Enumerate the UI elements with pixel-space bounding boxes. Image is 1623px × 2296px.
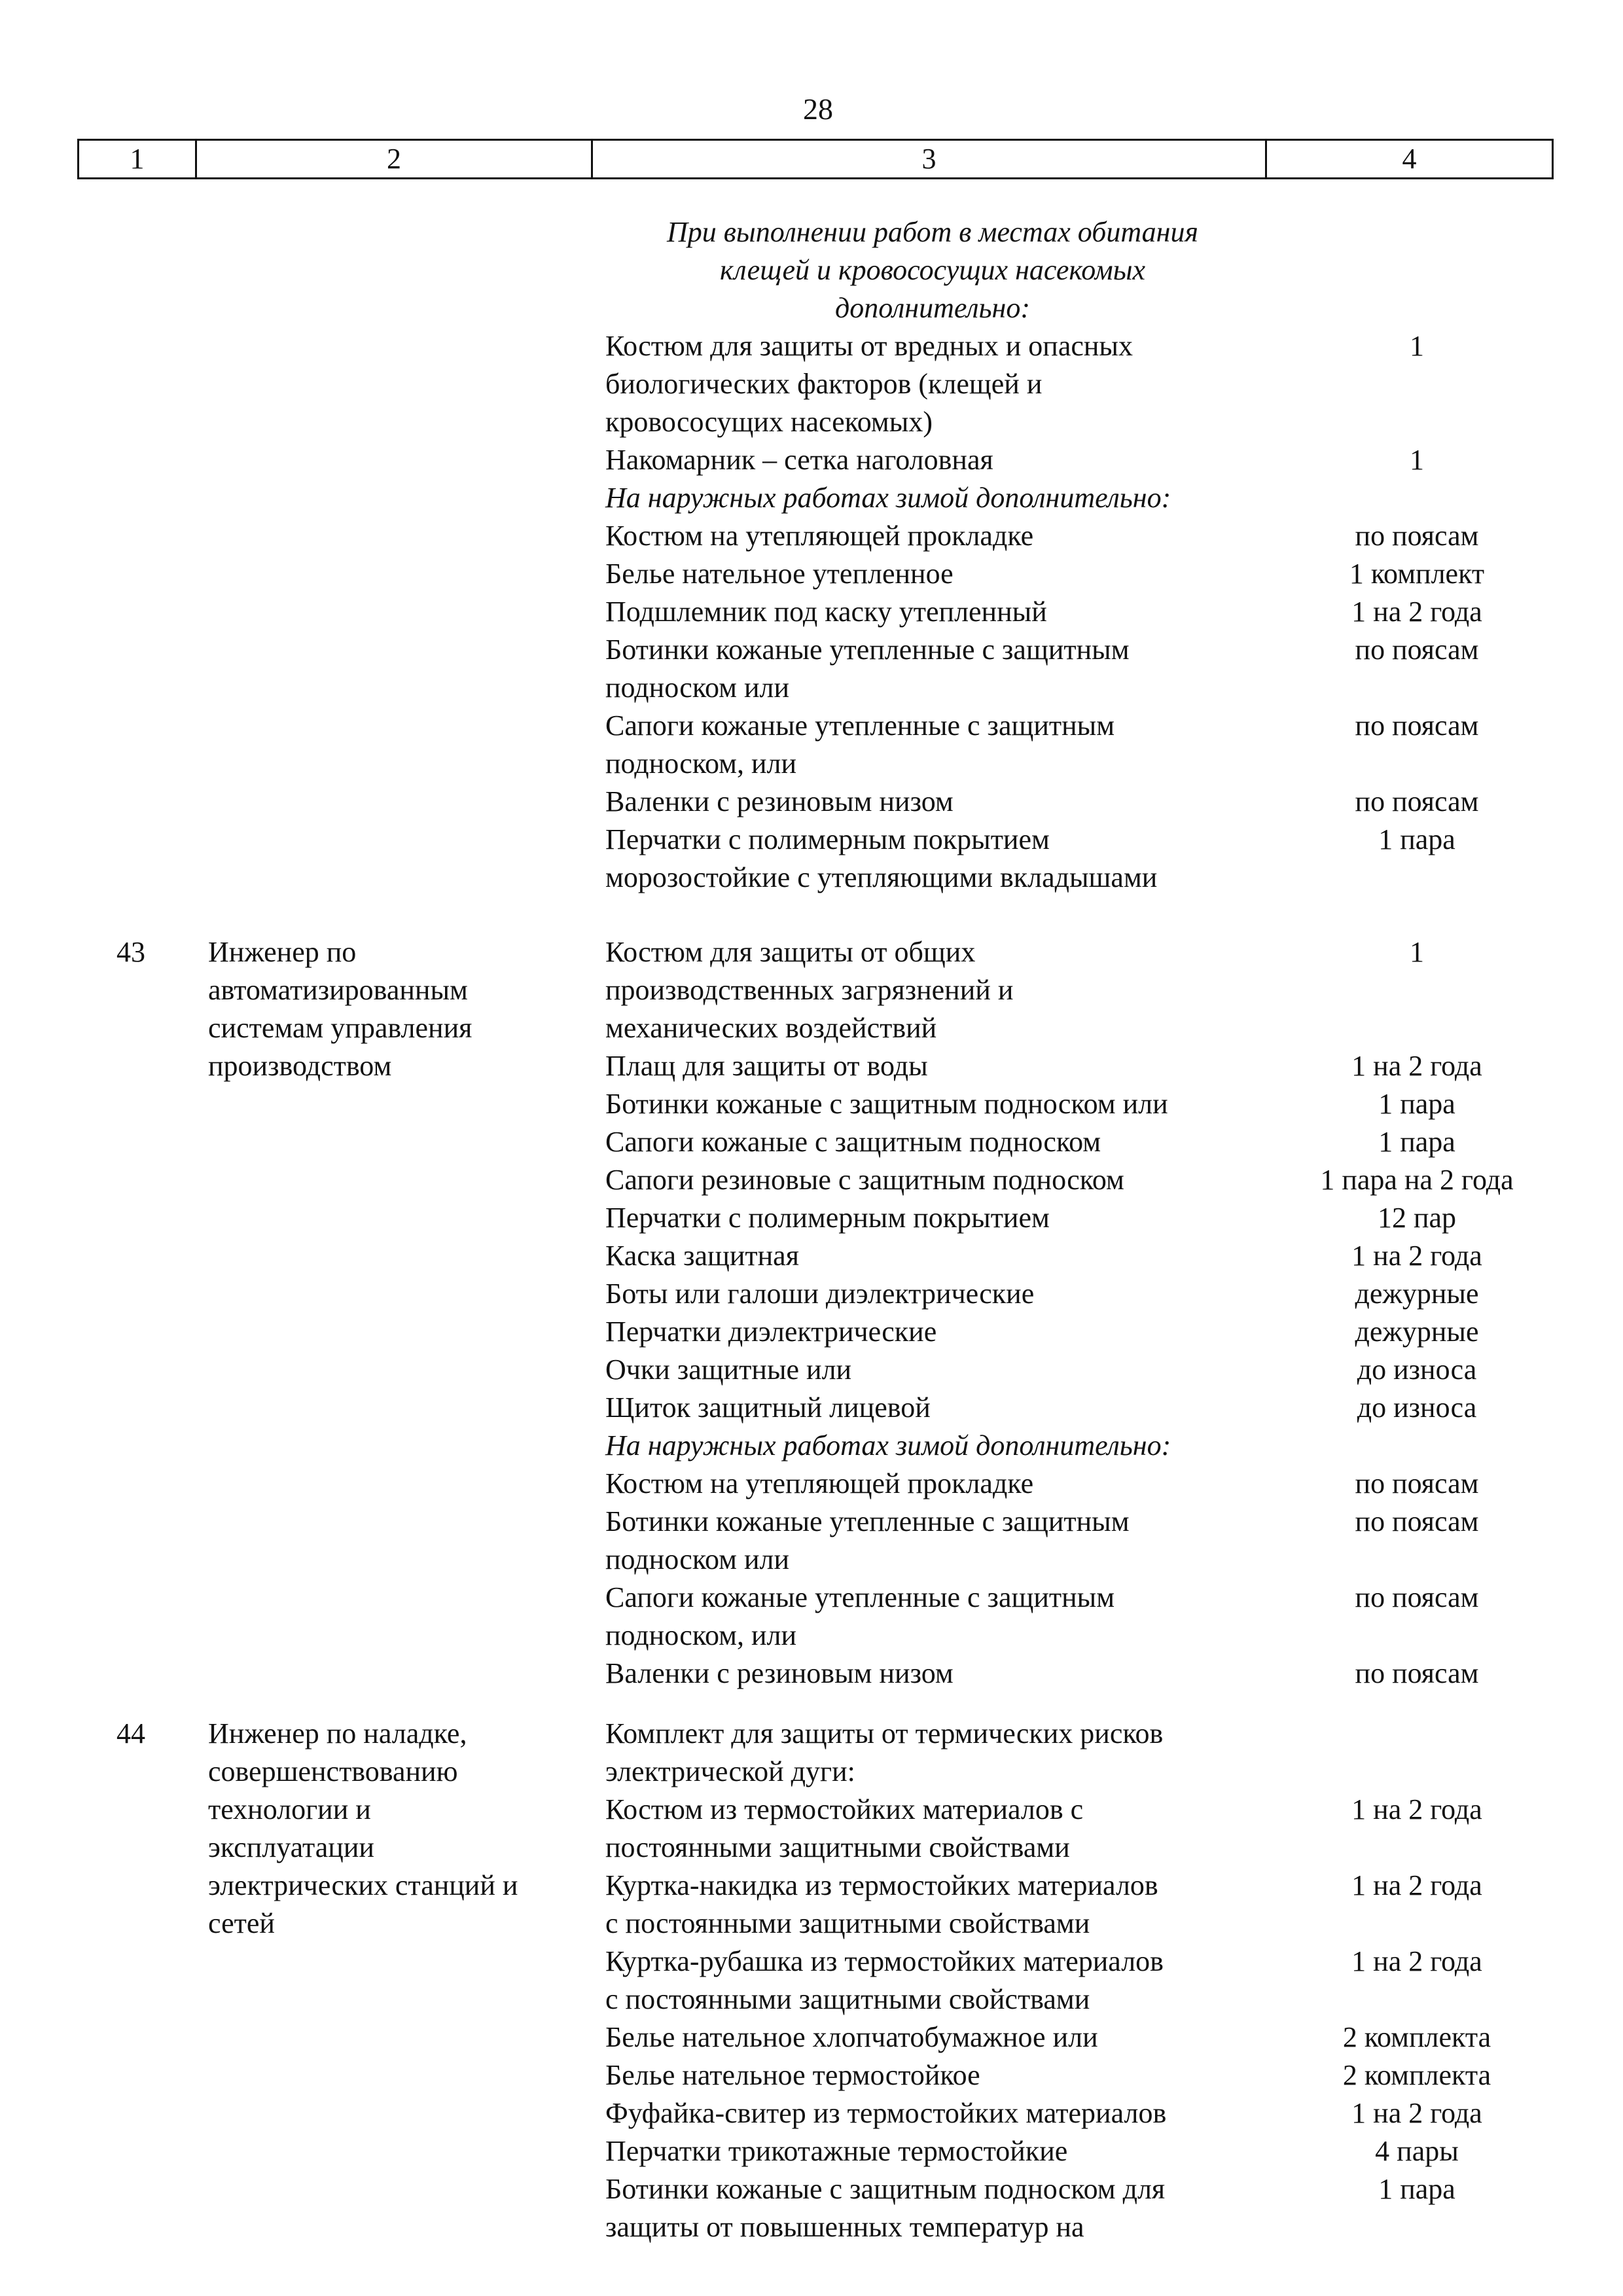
item-norm: 2 комплекта xyxy=(1342,2059,1491,2091)
item-line: Перчатки с полимерным покрытием xyxy=(605,823,1050,855)
intro-heading-line: клещей и кровососущих насекомых xyxy=(719,254,1146,286)
row-number: 44 xyxy=(116,1717,145,1749)
item-line: Белье нательное хлопчатобумажное или xyxy=(605,2021,1098,2053)
item-norm: 12 пар xyxy=(1377,1202,1457,1234)
item-line: Боты или галоши диэлектрические xyxy=(605,1278,1035,1310)
item-line: Щиток защитный лицевой xyxy=(605,1391,931,1424)
item-norm: по поясам xyxy=(1355,520,1479,552)
item-line: защиты от повышенных температур на xyxy=(605,2211,1084,2243)
item-line: подноском, или xyxy=(605,1619,797,1651)
item-norm: дежурные xyxy=(1355,1316,1479,1348)
item-norm: 4 пары xyxy=(1375,2135,1459,2167)
item-line: Сапоги кожаные с защитным подноском xyxy=(605,1126,1101,1158)
item-norm: по поясам xyxy=(1355,634,1479,666)
item-line: кровососущих насекомых) xyxy=(605,406,933,438)
profession-line: совершенствованию xyxy=(208,1755,458,1787)
item-line: Фуфайка-свитер из термостойких материалов xyxy=(605,2097,1167,2129)
profession-line: производством xyxy=(208,1050,392,1082)
item-line: Костюм на утепляющей прокладке xyxy=(605,1467,1034,1499)
item-line: Сапоги кожаные утепленные с защитным xyxy=(605,709,1115,742)
item-norm: 1 на 2 года xyxy=(1351,1240,1482,1272)
item-norm: 1 xyxy=(1410,444,1424,476)
item-norm: 1 пара xyxy=(1378,1088,1455,1120)
item-line: Плащ для защиты от воды xyxy=(605,1050,928,1082)
item-norm: дежурные xyxy=(1355,1278,1479,1310)
item-line: Костюм на утепляющей прокладке xyxy=(605,520,1034,552)
page-number: 28 xyxy=(803,92,833,126)
item-line: Накомарник – сетка наголовная xyxy=(605,444,993,476)
item-line: электрической дуги: xyxy=(605,1755,855,1787)
profession-line: Инженер по наладке, xyxy=(208,1717,467,1749)
profession-line: технологии и xyxy=(208,1793,371,1825)
item-line: Перчатки с полимерным покрытием xyxy=(605,1202,1050,1234)
item-norm: по поясам xyxy=(1355,1581,1479,1613)
item-line: Перчатки диэлектрические xyxy=(605,1316,937,1348)
item-line: производственных загрязнений и xyxy=(605,974,1014,1006)
item-line: морозостойкие с утепляющими вкладышами xyxy=(605,861,1158,893)
item-norm: 1 на 2 года xyxy=(1351,2097,1482,2129)
item-line: с постоянными защитными свойствами xyxy=(605,1983,1090,2015)
item-norm: 1 на 2 года xyxy=(1351,596,1482,628)
item-line: Куртка-накидка из термостойких материалов xyxy=(605,1869,1158,1901)
item-line: Валенки с резиновым низом xyxy=(605,1657,954,1689)
item-norm: по поясам xyxy=(1355,1505,1479,1537)
item-norm: 1 на 2 года xyxy=(1351,1050,1482,1082)
item-norm: 1 пара на 2 года xyxy=(1320,1164,1514,1196)
item-line: Подшлемник под каску утепленный xyxy=(605,596,1047,628)
winter-heading: На наружных работах зимой дополнительно: xyxy=(605,1429,1171,1462)
item-norm: по поясам xyxy=(1355,785,1479,817)
item-norm: 1 xyxy=(1410,936,1424,968)
item-norm: 1 на 2 года xyxy=(1351,1869,1482,1901)
item-line: Очки защитные или xyxy=(605,1354,852,1386)
item-norm: до износа xyxy=(1357,1391,1477,1424)
profession-line: Инженер по xyxy=(208,936,357,968)
item-line: Белье нательное утепленное xyxy=(605,558,954,590)
item-line: подноском или xyxy=(605,672,790,704)
item-line: Костюм для защиты от общих xyxy=(605,936,976,968)
item-line: Сапоги резиновые с защитным подноском xyxy=(605,1164,1124,1196)
profession-line: автоматизированным xyxy=(208,974,468,1006)
item-norm: 1 на 2 года xyxy=(1351,1945,1482,1977)
header-col-2: 2 xyxy=(197,141,593,177)
item-norm: по поясам xyxy=(1355,1467,1479,1499)
profession-line: сетей xyxy=(208,1907,275,1939)
item-line: биологических факторов (клещей и xyxy=(605,368,1043,400)
item-norm: 2 комплекта xyxy=(1342,2021,1491,2053)
item-line: Куртка-рубашка из термостойких материалов xyxy=(605,1945,1164,1977)
item-norm: 1 на 2 года xyxy=(1351,1793,1482,1825)
item-line: с постоянными защитными свойствами xyxy=(605,1907,1090,1939)
item-norm: 1 пара xyxy=(1378,823,1455,855)
intro-heading-line: дополнительно: xyxy=(834,292,1031,324)
item-line: Костюм из термостойких материалов с xyxy=(605,1793,1084,1825)
item-norm: 1 пара xyxy=(1378,1126,1455,1158)
item-line: подноском или xyxy=(605,1543,790,1575)
item-line: Ботинки кожаные утепленные с защитным xyxy=(605,634,1130,666)
profession-line: электрических станций и xyxy=(208,1869,518,1901)
item-line: Белье нательное термостойкое xyxy=(605,2059,980,2091)
item-line: механических воздействий xyxy=(605,1012,937,1044)
intro-heading-line: При выполнении работ в местах обитания xyxy=(667,216,1198,248)
item-line: Ботинки кожаные с защитным подноском или xyxy=(605,1088,1168,1120)
item-norm: 1 комплект xyxy=(1349,558,1485,590)
table-header xyxy=(77,139,1554,179)
profession-line: системам управления xyxy=(208,1012,473,1044)
profession-line: эксплуатации xyxy=(208,1831,374,1863)
item-norm: 1 xyxy=(1410,330,1424,362)
header-col-1: 1 xyxy=(79,141,197,177)
item-norm: до износа xyxy=(1357,1354,1477,1386)
item-line: Каска защитная xyxy=(605,1240,799,1272)
item-line: подноском, или xyxy=(605,747,797,780)
item-line: Ботинки кожаные утепленные с защитным xyxy=(605,1505,1130,1537)
item-line: Костюм для защиты от вредных и опасных xyxy=(605,330,1133,362)
item-norm: 1 пара xyxy=(1378,2173,1455,2205)
item-norm: по поясам xyxy=(1355,709,1479,742)
item-line: Комплект для защиты от термических рисков xyxy=(605,1717,1164,1749)
item-line: Ботинки кожаные с защитным подноском для xyxy=(605,2173,1166,2205)
item-line: постоянными защитными свойствами xyxy=(605,1831,1070,1863)
winter-heading: На наружных работах зимой дополнительно: xyxy=(605,482,1171,514)
item-line: Сапоги кожаные утепленные с защитным xyxy=(605,1581,1115,1613)
row-number: 43 xyxy=(116,936,145,968)
item-norm: по поясам xyxy=(1355,1657,1479,1689)
item-line: Перчатки трикотажные термостойкие xyxy=(605,2135,1068,2167)
header-col-4: 4 xyxy=(1402,143,1417,175)
header-col-3: 3 xyxy=(593,141,1267,177)
item-line: Валенки с резиновым низом xyxy=(605,785,954,817)
